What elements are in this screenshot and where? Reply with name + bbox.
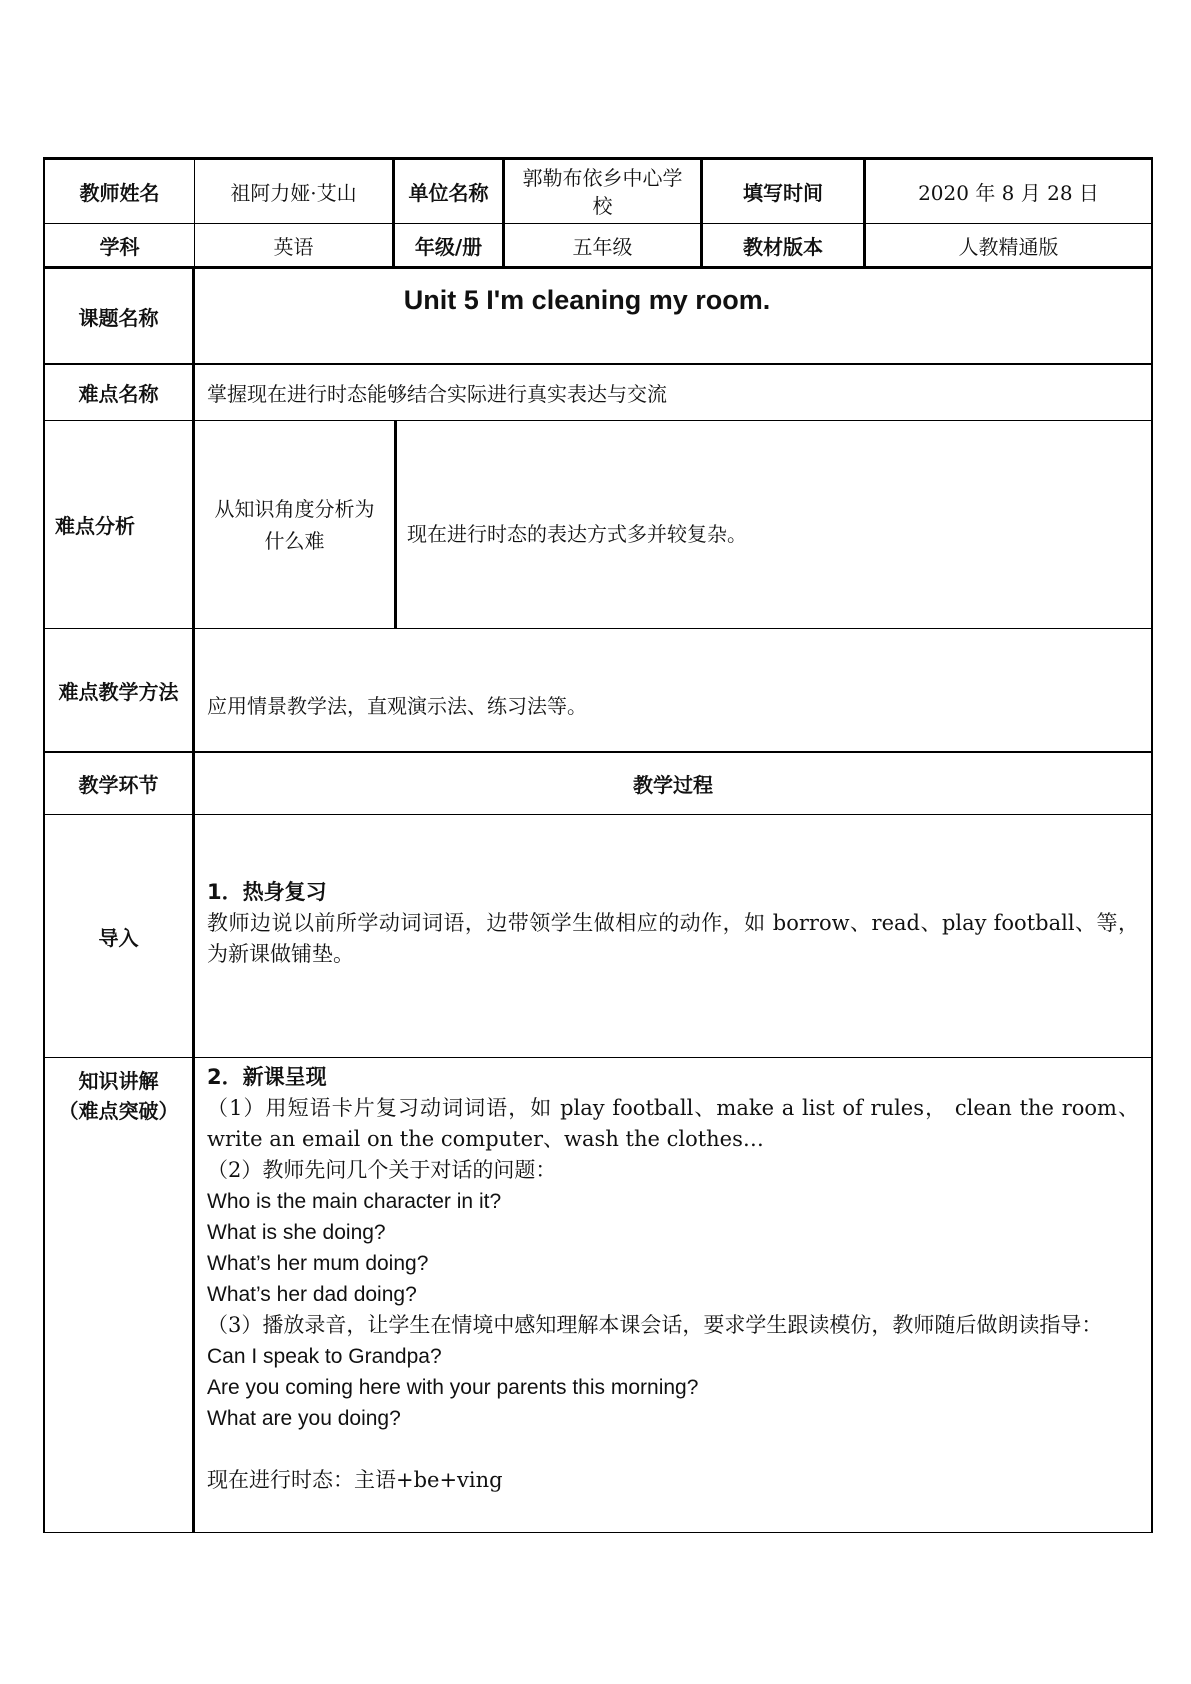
- knowledge-line: （1）用短语卡片复习动词词语，如 play football、make a list of rules， clean the room、write an email on the computer、wash the clothes…: [207, 1096, 1139, 1151]
- knowledge-line: 现在进行时态：主语+be+ving: [207, 1468, 503, 1492]
- method-row: [43, 629, 1153, 753]
- difficulty-text: 掌握现在进行时态能够结合实际进行真实表达与交流: [207, 382, 667, 406]
- process-label: 教学过程: [633, 773, 713, 797]
- process-header-row: [43, 753, 1153, 815]
- date-value: 2020 年 8 月 28 日: [918, 181, 1099, 205]
- header-row-2: [43, 224, 1153, 269]
- knowledge-line: What is she doing?: [207, 1221, 386, 1244]
- knowledge-line: （3）播放录音，让学生在情境中感知理解本课会话，要求学生跟读模仿，教师随后做朗读指导：: [207, 1313, 1103, 1337]
- grade-value: 五年级: [505, 224, 703, 266]
- knowledge-blank-line: [207, 1434, 1139, 1465]
- intro-label: 导入: [45, 815, 195, 1057]
- stage-label: 教学环节: [45, 753, 195, 814]
- edition-label: 教材版本: [703, 224, 866, 266]
- intro-text: 教师边说以前所学动词词语，边带领学生做相应的动作，如 borrow、read、play football、等，为新课做铺垫。: [207, 911, 1139, 966]
- intro-content: [195, 815, 1151, 1057]
- analysis-row: [43, 421, 1153, 629]
- knowledge-row: [43, 1058, 1153, 1533]
- analysis-label: 难点分析: [45, 421, 195, 628]
- knowledge-label: [45, 1058, 195, 1532]
- knowledge-content: [195, 1058, 1151, 1532]
- knowledge-line: What’s her dad doing?: [207, 1283, 417, 1306]
- intro-row: [43, 815, 1153, 1058]
- knowledge-line: Who is the main character in it?: [207, 1190, 502, 1213]
- unit-label: 单位名称: [395, 160, 505, 223]
- edition-value: 人教精通版: [958, 234, 1059, 259]
- analysis-text: 现在进行时态的表达方式多并较复杂。: [407, 522, 747, 546]
- teacher-name: 祖阿力娅·艾山: [195, 160, 395, 223]
- subject-label: 学科: [45, 224, 195, 266]
- knowledge-label-line1: 知识讲解: [78, 1069, 159, 1093]
- subject-value: 英语: [195, 224, 395, 266]
- intro-heading: 1．热身复习: [207, 880, 327, 904]
- topic-title: Unit 5 I'm cleaning my room.: [403, 285, 771, 315]
- teacher-label: 教师姓名: [45, 160, 195, 223]
- date-label: 填写时间: [703, 160, 866, 223]
- method-label: 难点教学方法: [45, 629, 195, 751]
- difficulty-label: 难点名称: [45, 365, 195, 420]
- unit-name: 郭勒布依乡中心学校: [505, 160, 703, 223]
- analysis-sub-label: 从知识角度分析为什么难: [195, 421, 397, 628]
- knowledge-heading: 2．新课呈现: [207, 1065, 327, 1089]
- knowledge-line: Can I speak to Grandpa?: [207, 1345, 442, 1368]
- grade-label: 年级/册: [395, 224, 505, 266]
- topic-label: 课题名称: [45, 269, 195, 363]
- knowledge-line: Are you coming here with your parents this morning?: [207, 1376, 699, 1399]
- knowledge-line: （2）教师先问几个关于对话的问题：: [207, 1158, 557, 1182]
- knowledge-line: What are you doing?: [207, 1407, 401, 1430]
- topic-row: [43, 269, 1153, 365]
- method-text: 应用情景教学法，直观演示法、练习法等。: [207, 693, 587, 718]
- header-row-1: [43, 157, 1153, 224]
- knowledge-line: What’s her mum doing?: [207, 1252, 429, 1275]
- knowledge-label-line2: （难点突破）: [58, 1099, 179, 1123]
- difficulty-row: [43, 365, 1153, 421]
- lesson-plan-table: [43, 157, 1153, 1533]
